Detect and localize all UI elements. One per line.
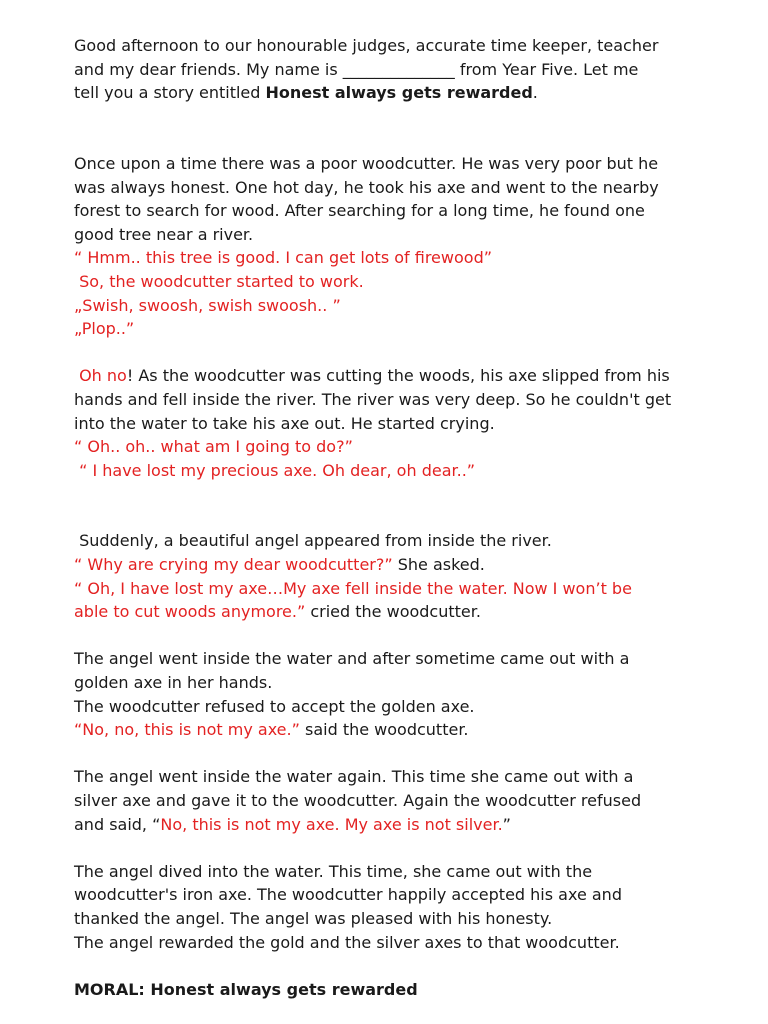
body-text: ” xyxy=(502,814,511,834)
dialogue-line: “ I have lost my precious axe. Oh dear, oh dear..” xyxy=(74,460,476,480)
dialogue-line xyxy=(74,553,704,577)
intro-text: . xyxy=(532,83,538,103)
body-text: ! As the woodcutter was cutting the woods, his axe slipped from his xyxy=(126,366,670,386)
intro-text: tell you a story entitled xyxy=(74,83,266,103)
woodcutter-quote: “No, no, this is not my axe.” xyxy=(74,720,300,740)
story-document xyxy=(74,34,704,1001)
body-line: was always honest. One hot day, he took his axe and went to the nearby xyxy=(74,177,659,197)
body-line: The angel went inside the water again. This time she came out with a xyxy=(74,767,634,787)
sound-line: „Plop..” xyxy=(74,319,135,339)
exclamation: Oh no xyxy=(74,366,127,386)
body-line: golden axe in her hands. xyxy=(74,673,273,693)
intro-line xyxy=(74,81,704,105)
body-line: The angel rewarded the gold and the silver axes to that woodcutter. xyxy=(74,932,620,952)
paragraph-1 xyxy=(74,152,704,341)
dialogue-line xyxy=(74,718,704,742)
moral-statement: MORAL: Honest always gets rewarded xyxy=(74,979,418,999)
body-line: good tree near a river. xyxy=(74,224,254,244)
paragraph-2 xyxy=(74,364,704,482)
paragraph-3 xyxy=(74,529,704,623)
angel-quote: “ Why are crying my dear woodcutter?” xyxy=(74,555,393,575)
body-line: into the water to take his axe out. He started crying. xyxy=(74,413,495,433)
intro-line: and my dear friends. My name is ______________ from Year Five. Let me xyxy=(74,59,639,79)
speaker-tag: cried the woodcutter. xyxy=(305,602,481,622)
body-line: thanked the angel. The angel was pleased with his honesty. xyxy=(74,908,553,928)
speaker-tag: said the woodcutter. xyxy=(299,720,469,740)
body-line: forest to search for wood. After searching for a long time, he found one xyxy=(74,201,645,221)
body-line xyxy=(74,813,704,837)
dialogue-line xyxy=(74,600,704,624)
dialogue-line: “ Oh.. oh.. what am I going to do?” xyxy=(74,437,353,457)
paragraph-5 xyxy=(74,765,704,836)
story-title: Honest always gets rewarded xyxy=(265,83,533,103)
narration-line: So, the woodcutter started to work. xyxy=(74,271,364,291)
body-line: hands and fell inside the river. The river was very deep. So he couldn't get xyxy=(74,389,672,409)
body-line: Suddenly, a beautiful angel appeared from inside the river. xyxy=(74,531,552,551)
dialogue-line: “ Hmm.. this tree is good. I can get lots of firewood” xyxy=(74,248,493,268)
intro-line: Good afternoon to our honourable judges, accurate time keeper, teacher xyxy=(74,36,659,55)
body-text: and said, “ xyxy=(74,814,161,834)
paragraph-6 xyxy=(74,860,704,954)
paragraph-4 xyxy=(74,647,704,741)
body-line: silver axe and gave it to the woodcutter. Again the woodcutter refused xyxy=(74,791,642,810)
woodcutter-quote: able to cut woods anymore.” xyxy=(74,602,306,622)
body-line: The woodcutter refused to accept the golden axe. xyxy=(74,696,475,716)
woodcutter-quote: No, this is not my axe. My axe is not silver. xyxy=(160,814,503,834)
intro-paragraph xyxy=(74,34,704,105)
body-line xyxy=(74,364,704,388)
body-line: The angel went inside the water and after sometime came out with a xyxy=(74,649,630,669)
sound-line: „Swish, swoosh, swish swoosh.. ” xyxy=(74,295,341,315)
body-line: woodcutter's iron axe. The woodcutter happily accepted his axe and xyxy=(74,885,622,905)
speaker-tag: She asked. xyxy=(392,555,485,575)
dialogue-line: “ Oh, I have lost my axe…My axe fell inside the water. Now I won’t be xyxy=(74,578,632,598)
body-line: Once upon a time there was a poor woodcutter. He was very poor but he xyxy=(74,153,659,173)
body-line: The angel dived into the water. This time, she came out with the xyxy=(74,861,593,881)
